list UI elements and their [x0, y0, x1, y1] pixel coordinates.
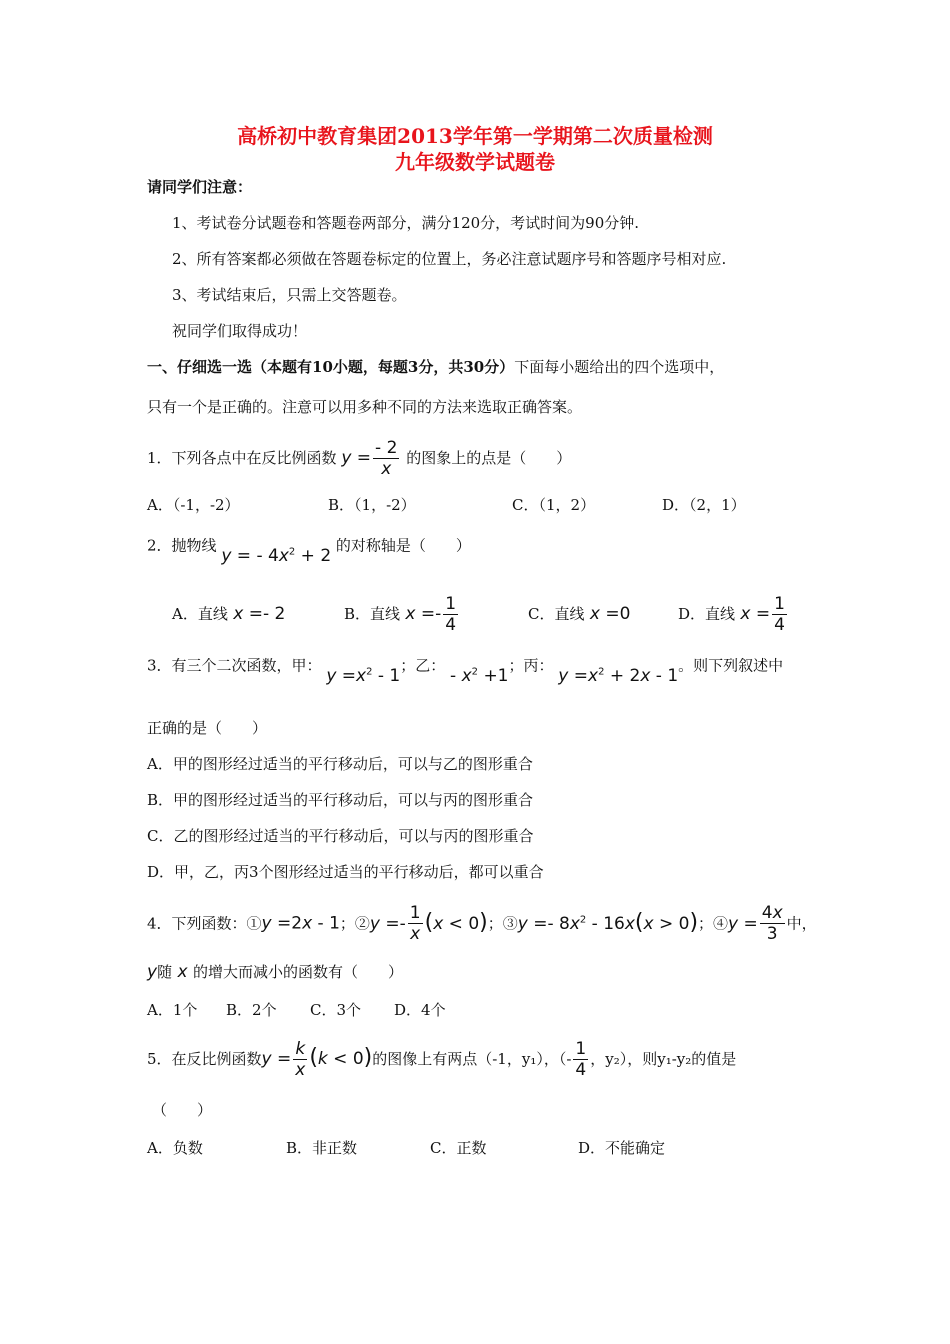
- q4-line2: y随 x 的增大而减小的函数有（ ）: [147, 962, 403, 982]
- q1-suffix: 的图象上的点是（ ）: [406, 449, 572, 467]
- section1-intro: [147, 358, 724, 376]
- notice-item-1: 1、考试卷分试题卷和答题卷两部分，满分120分，考试时间为90分钟.: [172, 214, 640, 232]
- q1-formula: y = $\frac{- 2}{x}$: [341, 437, 398, 479]
- q1-option-a: A．（-1，-2）: [147, 496, 240, 514]
- q3-option-b: B．甲的图形经过适当的平行移动后，可以与丙的图形重合: [147, 791, 534, 809]
- q4-text: 4．下列函数：①: [147, 914, 262, 933]
- q2-option-a: A．直线 x =- 2: [172, 604, 286, 624]
- q1-option-c: C．（1，2）: [512, 496, 596, 514]
- q3-line2: 正确的是（ ）: [147, 719, 268, 737]
- question-5: 5．在反比例函数y = $\frac{k}{x}$ (k < 0)的图像上有两点（-1，y₁），（- $\frac{1}{4}$ ，y₂），则y₁-y₂的值是: [147, 1038, 737, 1080]
- q2-option-d: D．直线 x = $\frac{1}{4}$: [678, 593, 785, 635]
- q1-option-d: D．（2，1）: [662, 496, 746, 514]
- q3-option-a: A．甲的图形经过适当的平行移动后，可以与乙的图形重合: [147, 755, 533, 773]
- notice-heading: 请同学们注意：: [147, 178, 253, 196]
- q4-option-a: A．1个: [147, 1001, 198, 1019]
- q5-option-b: B．非正数: [286, 1139, 358, 1157]
- notice-item-3: 3、考试结束后，只需上交答题卷。: [172, 286, 407, 304]
- q2-option-c: C．直线 x =0: [528, 604, 631, 624]
- notice-wish: 祝同学们取得成功！: [172, 322, 308, 340]
- question-4: 4．下列函数：①y =2x - 1；②y =- $\frac{1}{x}$ (x < 0)；③y =- $8x^2 - 16x(x > 0)$；④y = $\frac{4x}{3}$ 中，: [147, 903, 817, 945]
- section1-intro-line2: 只有一个是正确的。注意可以用多种不同的方法来选取正确答案。: [147, 398, 583, 416]
- q4-option-d: D．4个: [394, 1001, 446, 1019]
- q3-option-d: D．甲，乙，丙3个图形经过适当的平行移动后，都可以重合: [147, 863, 544, 881]
- q3-option-c: C．乙的图形经过适当的平行移动后，可以与丙的图形重合: [147, 827, 534, 845]
- question-2: [147, 533, 471, 566]
- q5-option-c: C．正数: [430, 1139, 487, 1157]
- section1-intro-rest: 下面每小题给出的四个选项中，: [514, 358, 725, 376]
- notice-item-2: 2、所有答案都必须做在答题卷标定的位置上，务必注意试题序号和答题序号相对应.: [172, 250, 727, 268]
- question-1: [147, 436, 571, 480]
- q5-option-d: D．不能确定: [578, 1139, 666, 1157]
- q2-formula: y = - $4x^2 + 2$: [221, 545, 332, 566]
- exam-title: 高桥初中教育集团2013学年第一学期第二次质量检测: [237, 124, 713, 148]
- section1-heading: 一、仔细选一选（本题有10小题，每题3分，共30分）: [147, 358, 515, 376]
- q1-text: 1．下列各点中在反比例函数: [147, 449, 337, 467]
- q5-option-a: A．负数: [147, 1139, 203, 1157]
- question-3: 3．有三个二次函数，甲： $y =x^2 - 1$；乙： - $x^2 +1$；丙： $y =x^2 + 2x - 1$。则下列叙述中: [147, 656, 784, 686]
- q1-option-b: B．（1，-2）: [328, 496, 416, 514]
- q2-option-b: B．直线 x =- $\frac{1}{4}$: [344, 593, 457, 635]
- q2-suffix: 的对称轴是（ ）: [335, 536, 471, 555]
- q5-text: 5．在反比例函数: [147, 1050, 262, 1068]
- q4-option-c: C．3个: [310, 1001, 362, 1019]
- q4-option-b: B．2个: [226, 1001, 277, 1019]
- q2-text: 2．抛物线: [147, 536, 217, 555]
- q3-text: 3．有三个二次函数，甲：: [147, 656, 322, 675]
- exam-subtitle: 九年级数学试题卷: [395, 150, 555, 174]
- q5-line2: （ ）: [152, 1101, 213, 1119]
